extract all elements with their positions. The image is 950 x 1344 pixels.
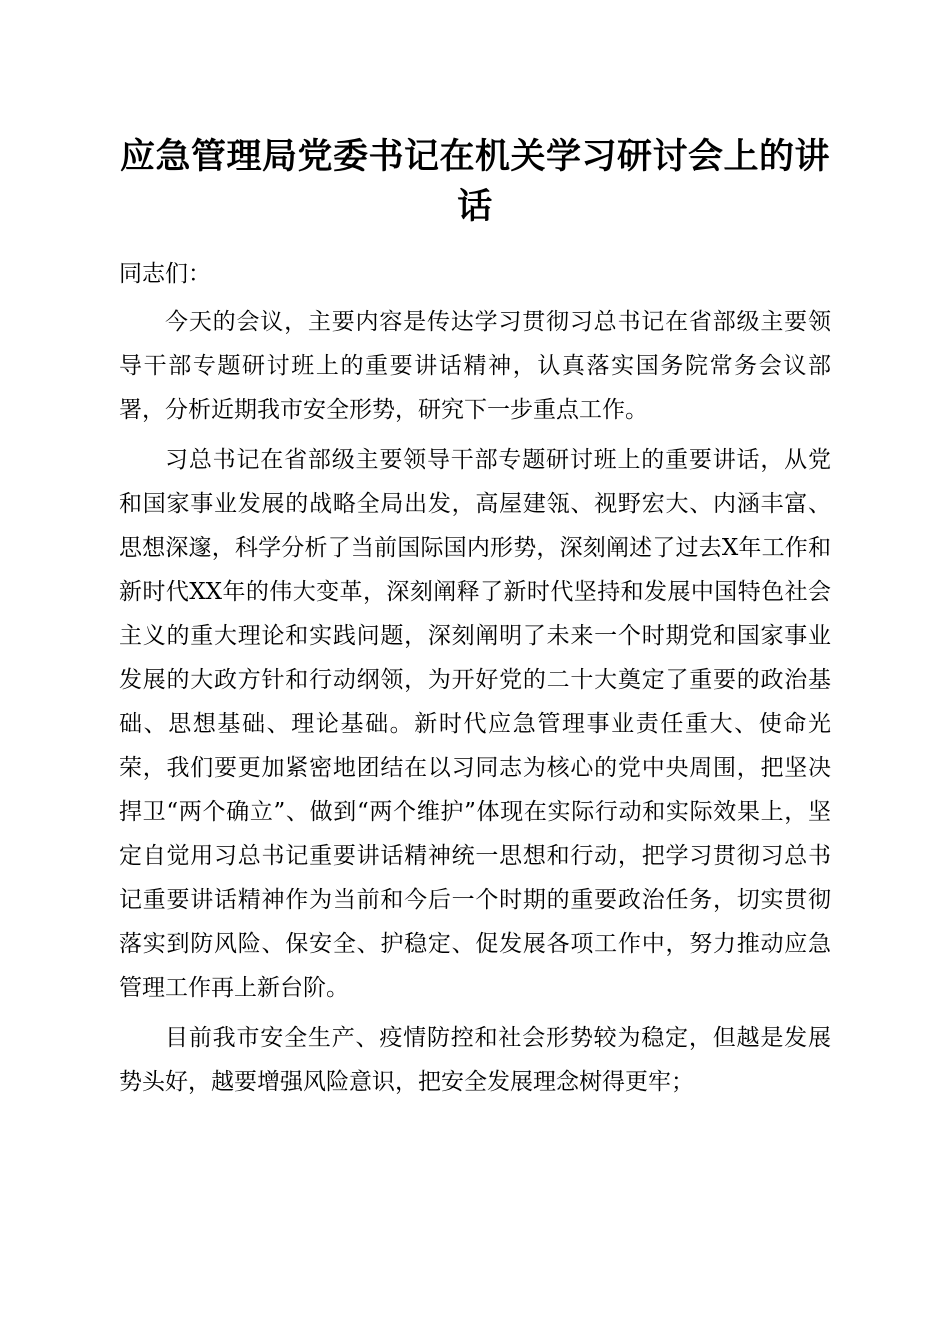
- document-title: 应急管理局党委书记在机关学习研讨会上的讲话: [119, 136, 830, 227]
- salutation: 同志们：: [119, 261, 211, 287]
- paragraph-1: 今天的会议，主要内容是传达学习贯彻习总书记在省部级主要领导干部专题研讨班上的重要讲话精神，认真落实国务院常务会议部署，分析近期我市安全形势，研究下一步重点工作。: [119, 309, 831, 423]
- paragraph-2: 习总书记在省部级主要领导干部专题研讨班上的重要讲话，从党和国家事业发展的战略全局出发，高屋建瓴、视野宏大、内涵丰富、思想深邃，科学分析了当前国际国内形势，深刻阐述了过去X年工作和新时代XX年的伟大变革，深刻阐释了新时代坚持和发展中国特色社会主义的重大理论和实践问题，深刻阐明了未来一个时期党和国家事业发展的大政方针和行动纲领，为开好党的二十大奠定了重要的政治基础、思想基础、理论基础。新时代应急管理事业责任重大、使命光荣，我们要更加紧密地团结在以习同志为核心的党中央周围，把坚决捍卫“两个确立”、做到“两个维护”体现在实际行动和实际效果上，坚定自觉用习总书记重要讲话精神统一思想和行动，把学习贯彻习总书记重要讲话精神作为当前和今后一个时期的重要政治任务，切实贯彻落实到防风险、保安全、护稳定、促发展各项工作中，努力推动应急管理工作再上新台阶。: [119, 447, 831, 1001]
- document-body: [119, 252, 831, 1110]
- paragraph-3: 目前我市安全生产、疫情防控和社会形势较为稳定，但越是发展势头好，越要增强风险意识，把安全发展理念树得更牢；: [119, 1025, 831, 1095]
